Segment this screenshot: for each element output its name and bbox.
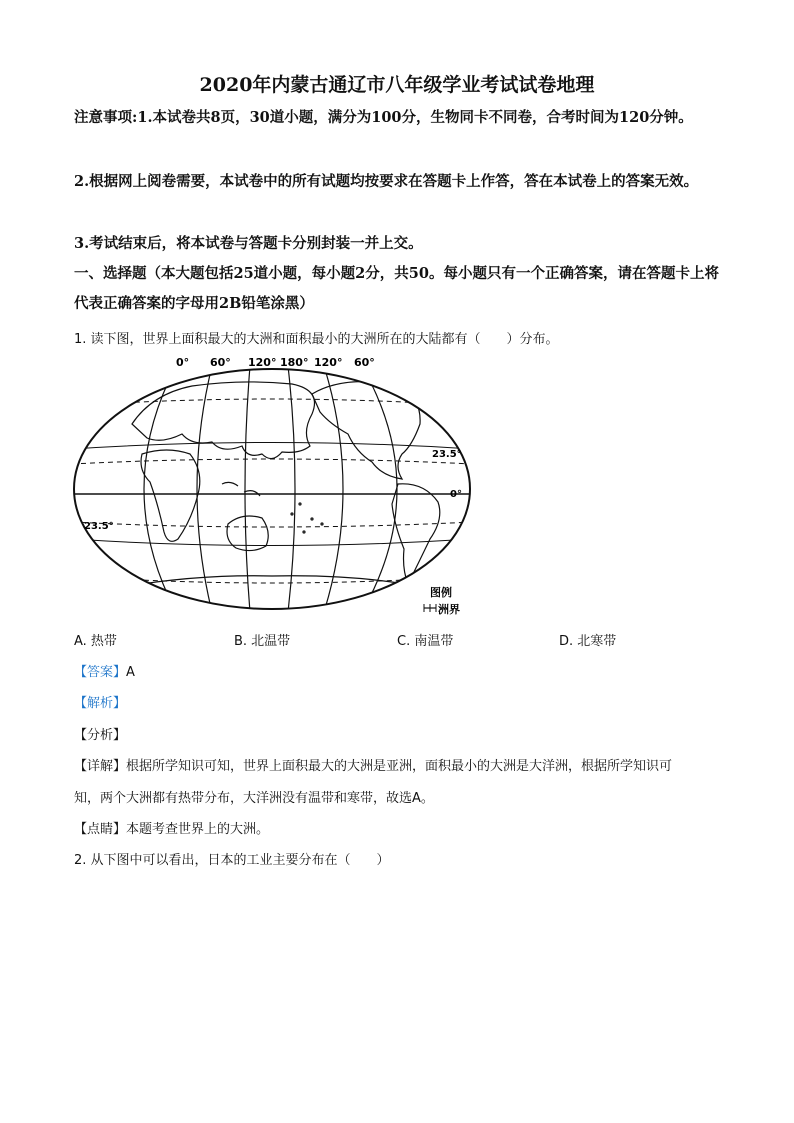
detail-line-1 [74, 755, 672, 774]
detail-text-1: 根据所学知识可知，世界上面积最大的大洲是亚洲，面积最小的大洲是大洋洲，根据所学知识可 [126, 759, 673, 774]
lat-label: 23.5° [432, 449, 462, 460]
lon-label: 0° [176, 356, 190, 369]
section-heading: 一、选择题（本大题包括25道小题，每小题2分，共50。每小题只有一个正确答案，请在答题卡上将代表正确答案的字母用2B铅笔涂黑） [74, 265, 719, 312]
analysis-line [74, 692, 126, 711]
lon-label: 120° [248, 356, 277, 369]
option-c: C. 南温带 [397, 634, 454, 649]
comment-line [74, 818, 269, 837]
answer-value: A [126, 665, 135, 680]
lat-label: 0° [450, 489, 462, 500]
lat-label: 23.5° [84, 521, 114, 532]
comment-tag: 【点睛】 [74, 822, 127, 837]
option-d: D. 北寒带 [559, 634, 617, 649]
detail-tag: 【详解】 [74, 759, 127, 774]
map-border [74, 369, 470, 609]
analysis-tag: 【解析】 [74, 696, 127, 711]
note-2: 2.根据网上阅卷需要，本试卷中的所有试题均按要求在答题卡上作答，答在本试卷上的答案无效。 [74, 173, 699, 190]
fenxi-line [74, 724, 126, 743]
q2-stem: 2. 从下图中可以看出，日本的工业主要分布在（ ） [74, 853, 390, 868]
note-1: 注意事项:1.本试卷共8页，30道小题，满分为100分，生物同卡不同卷，合考时间为120分钟。 [74, 109, 693, 126]
lon-label: 60° [354, 356, 375, 369]
detail-line-2: 知，两个大洲都有热带分布，大洋洲没有温带和寒带，故选A。 [74, 791, 434, 806]
lon-label: 60° [210, 356, 231, 369]
note-3: 3.考试结束后，将本试卷与答题卡分别封装一并上交。 [74, 235, 423, 252]
q1-stem: 1. 读下图，世界上面积最大的大洲和面积最小的大洲所在的大陆都有（ ）分布。 [74, 332, 559, 347]
legend-item: 洲界 [438, 603, 460, 616]
page-title: 2020年内蒙古通辽市八年级学业考试试卷地理 [199, 74, 595, 96]
comment-text: 本题考查世界上的大洲。 [126, 822, 270, 837]
answer-line [74, 661, 135, 680]
option-a: A. 热带 [74, 634, 117, 649]
option-b: B. 北温带 [234, 634, 291, 649]
fenxi-tag: 【分析】 [74, 728, 127, 743]
lon-label: 180° [280, 356, 309, 369]
lon-label: 120° [314, 356, 343, 369]
legend-title: 图例 [430, 586, 452, 599]
answer-tag: 【答案】 [74, 665, 127, 680]
world-map-figure [72, 354, 472, 622]
